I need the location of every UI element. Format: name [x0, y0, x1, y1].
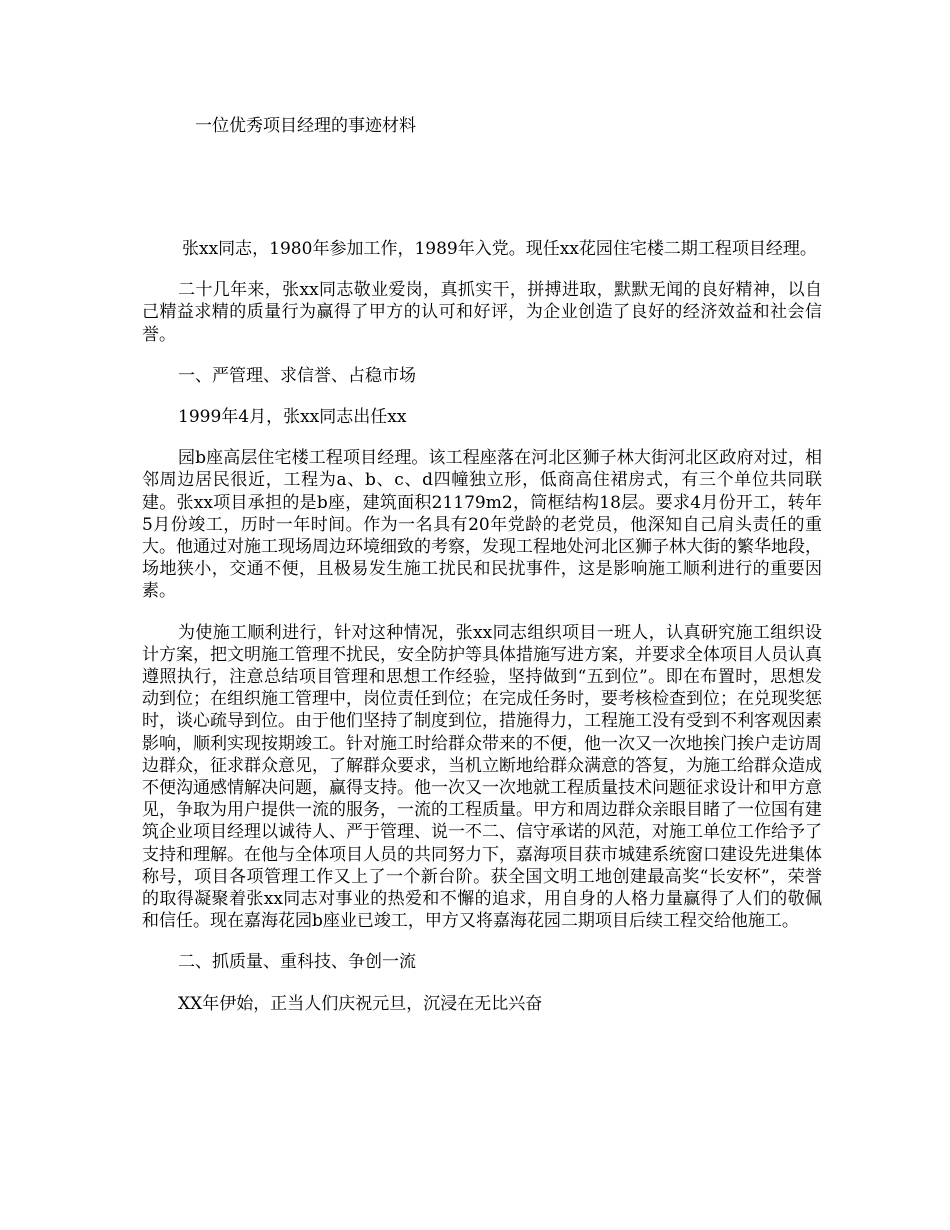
document-body — [142, 238, 822, 1034]
paragraph-project-b: 园b座高层住宅楼工程项目经理。该工程座落在河北区狮子林大街河北区政府对过，相邻周边居民很近，工程为a、b、c、d四幢独立形，低商高住裙房式，有三个单位共同联建。张xx项目承担的是b座，建筑面积21179m2，筒框结构18层。要求4月份开工，转年5月份竣工，历时一年时间。作为一名具有20年党龄的老党员，他深知自己肩头责任的重大。他通过对施工现场周边环境细致的考察，发现工程地处河北区狮子林大街的繁华地段，场地狭小，交通不便，且极易发生施工扰民和民扰事件，这是影响施工顺利进行的重要因素。 — [142, 448, 822, 602]
paragraph-construction: 为使施工顺利进行，针对这种情况，张xx同志组织项目一班人，认真研究施工组织设计方案，把文明施工管理不扰民，安全防护等具体措施写进方案，并要求全体项目人员认真遵照执行，注意总结项目管理和思想工作经验，坚持做到“五到位”。即在布置时，思想发动到位；在组织施工管理中，岗位责任到位；在完成任务时，要考核检查到位；在兑现奖惩时，谈心疏导到位。由于他们坚持了制度到位，措施得力，工程施工没有受到不利客观因素影响，顺利实现按期竣工。针对施工时给群众带来的不便，他一次又一次地挨门挨户走访周边群众，征求群众意见，了解群众要求，当机立断地给群众满意的答复，为施工给群众造成不便沟通感情解决问题，赢得支持。他一次又一次地就工程质量技术问题征求设计和甲方意见，争取为用户提供一流的服务，一流的工程质量。甲方和周边群众亲眼目睹了一位国有建筑企业项目经理以诚待人、严于管理、说一不二、信守承诺的风范，对施工单位工作给予了支持和理解。在他与全体项目人员的共同努力下，嘉海项目获市城建系统窗口建设先进集体称号，项目各项管理工作又上了一个新台阶。获全国文明工地创建最高奖“长安杯”，荣誉的取得凝聚着张xx同志对事业的热爱和不懈的追求，用自身的人格力量赢得了人们的敬佩和信任。现在嘉海花园b座业已竣工，甲方又将嘉海花园二期项目后续工程交给他施工。 — [142, 622, 822, 932]
paragraph-xx-year: XX年伊始，正当人们庆祝元旦，沉浸在无比兴奋 — [178, 993, 543, 1014]
paragraph-intro: 张xx同志，1980年参加工作，1989年入党。现任xx花园住宅楼二期工程项目经理。 — [182, 239, 817, 259]
paragraph-summary: 二十几年来，张xx同志敬业爱岗，真抓实干，拼搏进取，默默无闻的良好精神，以自己精益求精的质量行为赢得了甲方的认可和好评，为企业创造了良好的经济效益和社会信誉。 — [142, 280, 822, 345]
paragraph-1999: 1999年4月，张xx同志出任xx — [178, 407, 407, 428]
section-heading-2: 二、抓质量、重科技、争创一流 — [178, 952, 416, 973]
section-heading-1: 一、严管理、求信誉、占稳市场 — [178, 365, 416, 386]
document-title: 一位优秀项目经理的事迹材料 — [195, 116, 416, 136]
